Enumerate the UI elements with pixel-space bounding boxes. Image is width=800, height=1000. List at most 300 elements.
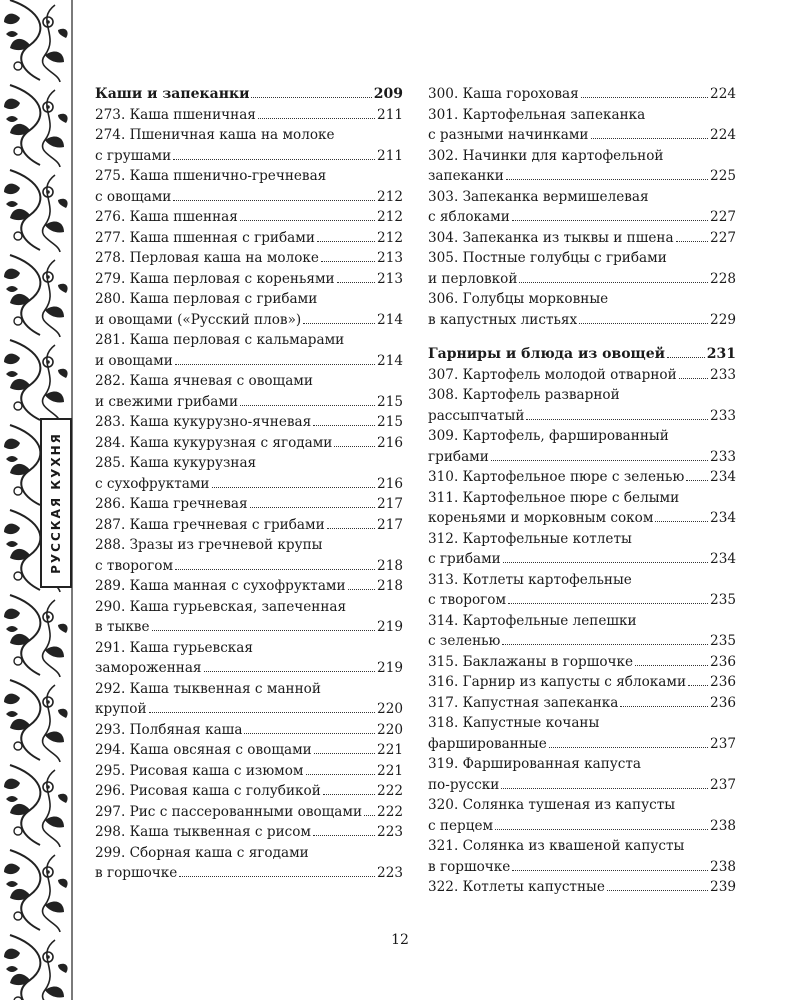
toc-entry-title: 274. Пшеничная каша на молоке xyxy=(95,127,335,143)
toc-entry-line xyxy=(428,570,736,591)
toc-entry-line xyxy=(428,105,736,126)
toc-entry-title: грибами xyxy=(428,448,489,465)
toc-entry-line xyxy=(95,843,403,864)
toc-entry-line xyxy=(428,84,736,105)
toc-page-number: 228 xyxy=(710,270,736,287)
toc-entry xyxy=(95,597,403,638)
toc-entry-title: 298. Каша тыквенная с рисом xyxy=(95,824,311,840)
toc-entry xyxy=(95,802,403,823)
toc-entry-line xyxy=(428,125,736,146)
toc-page-number: 233 xyxy=(710,366,736,383)
toc-page-number: 216 xyxy=(377,434,403,451)
toc-entry xyxy=(428,652,736,673)
toc-entry-line xyxy=(95,658,403,679)
toc-entry-title: 311. Картофельное пюре с белыми xyxy=(428,489,680,506)
toc-entry-line xyxy=(428,713,736,734)
toc-entry-line xyxy=(428,631,736,652)
toc-page-number: 227 xyxy=(710,209,736,225)
toc-entry xyxy=(428,713,736,754)
toc-entry-title: 277. Каша пшенная с грибами xyxy=(95,229,315,246)
toc-entry-line xyxy=(428,611,736,632)
toc-entry-line xyxy=(95,146,403,167)
toc-page-number: 212 xyxy=(377,209,403,225)
toc-entry xyxy=(95,843,403,884)
page-number: 12 xyxy=(391,932,409,948)
toc-entry-title: по-русски xyxy=(428,776,500,793)
toc-entry-line xyxy=(428,734,736,755)
toc-page-number: 235 xyxy=(710,633,736,649)
toc-entry-line xyxy=(95,863,403,884)
toc-entry-title: 284. Каша кукурузная с ягодами xyxy=(95,434,333,451)
toc-entry xyxy=(428,611,736,652)
toc-entry xyxy=(95,289,403,330)
toc-entry-title: в тыкве xyxy=(95,619,150,635)
toc-entry-line xyxy=(428,488,736,509)
toc-entry-title: 288. Зразы из гречневой крупы xyxy=(95,537,323,553)
toc-page-number: 211 xyxy=(377,106,403,123)
toc-entry-title: в капустных листьях xyxy=(428,311,578,328)
toc-entry-line xyxy=(95,535,403,556)
toc-entry-line xyxy=(95,556,403,577)
toc-entry-line xyxy=(95,228,403,249)
toc-page-number: 239 xyxy=(710,879,736,895)
toc-page-number: 221 xyxy=(377,762,403,779)
dot-leader xyxy=(175,364,375,365)
toc-entry-line xyxy=(428,652,736,673)
toc-entry-title: 305. Постные голубцы с грибами xyxy=(428,250,667,266)
dot-leader xyxy=(579,323,708,324)
toc-entry-line xyxy=(95,166,403,187)
toc-right-column xyxy=(428,84,736,898)
toc-entry-title: 291. Каша гурьевская xyxy=(95,639,253,656)
toc-entry-line xyxy=(428,365,736,386)
toc-page-number: 233 xyxy=(710,407,736,424)
toc-page-number: 227 xyxy=(710,229,736,246)
toc-page-number: 225 xyxy=(710,168,736,184)
toc-entry xyxy=(95,515,403,536)
toc-entry-title: 287. Каша гречневая с грибами xyxy=(95,516,325,533)
toc-entry-title: 279. Каша перловая с кореньями xyxy=(95,270,335,287)
toc-entry-title: с яблоками xyxy=(428,209,510,225)
toc-page-number: 234 xyxy=(710,469,736,485)
section-tab-label: РУССКАЯ КУХНЯ xyxy=(49,432,63,574)
toc-page-number: 234 xyxy=(710,551,736,567)
toc-entry xyxy=(95,248,403,269)
dot-leader xyxy=(686,480,708,481)
toc-entry-line xyxy=(428,310,736,331)
dot-leader xyxy=(306,774,376,775)
toc-entry-title: замороженная xyxy=(95,660,202,676)
toc-entry-line xyxy=(95,802,403,823)
ornamental-border xyxy=(0,0,74,1000)
toc-entry-title: 321. Солянка из квашеной капусты xyxy=(428,838,685,854)
toc-entry xyxy=(95,679,403,720)
toc-page-number: 213 xyxy=(377,270,403,287)
toc-entry-title: и свежими грибами xyxy=(95,393,239,410)
toc-page-number: 215 xyxy=(377,414,403,430)
dot-leader xyxy=(688,685,708,686)
toc-entry-line xyxy=(428,816,736,837)
toc-entry-title: 293. Полбяная каша xyxy=(95,721,243,738)
toc-entry-title: с разными начинками xyxy=(428,127,589,143)
toc-entry xyxy=(428,836,736,877)
dot-leader xyxy=(364,815,375,816)
toc-entry-title: 300. Каша гороховая xyxy=(428,86,579,102)
toc-entry xyxy=(95,638,403,679)
toc-entry-line xyxy=(428,289,736,310)
toc-entry xyxy=(428,146,736,187)
toc-entry xyxy=(428,84,736,105)
toc-entry-line xyxy=(428,166,736,187)
toc-entry-line xyxy=(428,754,736,775)
dot-leader xyxy=(503,562,708,563)
dot-leader xyxy=(149,712,376,713)
dot-leader xyxy=(506,179,708,180)
toc-entry-title: 285. Каша кукурузная xyxy=(95,455,257,471)
toc-entry-line xyxy=(95,494,403,515)
toc-entry-title: 275. Каша пшенично-гречневая xyxy=(95,168,327,184)
toc-page-number: 238 xyxy=(710,858,736,875)
dot-leader xyxy=(512,220,708,221)
toc-entry-title: 286. Каша гречневая xyxy=(95,496,248,512)
toc-entry-line xyxy=(428,508,736,529)
toc-entry xyxy=(95,330,403,371)
dot-leader xyxy=(327,528,375,529)
dot-leader xyxy=(314,753,375,754)
toc-page-number: 215 xyxy=(377,393,403,410)
toc-entry xyxy=(428,365,736,386)
toc-entry xyxy=(428,228,736,249)
toc-entry-line xyxy=(428,248,736,269)
dot-leader xyxy=(175,569,375,570)
toc-entry xyxy=(95,371,403,412)
toc-entry xyxy=(428,529,736,570)
toc-page-number: 212 xyxy=(377,188,403,205)
toc-page-number: 223 xyxy=(377,865,403,881)
toc-entry-line xyxy=(95,433,403,454)
dot-leader xyxy=(250,507,375,508)
toc-entry-line xyxy=(95,392,403,413)
toc-entry-line xyxy=(428,693,736,714)
toc-entry-title: 297. Рис с пассерованными овощами xyxy=(95,803,363,820)
dot-leader xyxy=(508,603,708,604)
toc-page-number: 237 xyxy=(710,776,736,793)
toc-entry-line xyxy=(428,344,736,365)
toc-entry xyxy=(428,877,736,898)
toc-entry-line xyxy=(95,474,403,495)
toc-entry-title: 310. Картофельное пюре с зеленью xyxy=(428,469,685,485)
dot-leader xyxy=(495,829,708,830)
toc-entry-line xyxy=(95,248,403,269)
dot-leader xyxy=(676,241,708,242)
toc-entry-title: 314. Картофельные лепешки xyxy=(428,612,637,629)
toc-entry-line xyxy=(428,672,736,693)
toc-page-number: 218 xyxy=(377,578,403,594)
dot-leader xyxy=(240,405,375,406)
toc-entry-title: крупой xyxy=(95,701,147,717)
toc-page-number: 235 xyxy=(710,592,736,608)
toc-entry-line xyxy=(428,467,736,488)
toc-entry-line xyxy=(95,453,403,474)
dot-leader xyxy=(526,419,708,420)
dot-leader xyxy=(635,665,708,666)
dot-leader xyxy=(655,521,708,522)
toc-entry xyxy=(95,433,403,454)
toc-entry xyxy=(95,761,403,782)
toc-section-heading xyxy=(428,344,736,365)
toc-entry-title: 292. Каша тыквенная с манной xyxy=(95,680,321,697)
dot-leader xyxy=(258,118,375,119)
toc-page-number: 213 xyxy=(377,250,403,266)
toc-page-number: 224 xyxy=(710,127,736,143)
toc-entry-title: 319. Фаршированная капуста xyxy=(428,756,642,772)
toc-entry-title: 301. Картофельная запеканка xyxy=(428,106,646,123)
toc-page-number: 234 xyxy=(710,510,736,526)
toc-page-number: 222 xyxy=(377,783,403,799)
toc-entry xyxy=(428,672,736,693)
toc-entry xyxy=(428,570,736,611)
toc-entry-line xyxy=(428,447,736,468)
toc-entry xyxy=(95,412,403,433)
toc-entry-title: 313. Котлеты картофельные xyxy=(428,571,632,588)
toc-entry xyxy=(428,693,736,714)
toc-entry xyxy=(95,125,403,166)
dot-leader xyxy=(679,378,708,379)
toc-entry-line xyxy=(428,406,736,427)
toc-page-number: 238 xyxy=(710,817,736,834)
toc-entry xyxy=(95,269,403,290)
toc-entry-line xyxy=(95,515,403,536)
toc-entry-line xyxy=(95,207,403,228)
toc-left-column xyxy=(95,84,403,884)
dot-leader xyxy=(348,589,375,590)
toc-page-number: 236 xyxy=(710,694,736,711)
toc-entry-line xyxy=(428,228,736,249)
section-tab xyxy=(40,418,72,588)
dot-leader xyxy=(173,159,375,160)
toc-entry-line xyxy=(95,84,403,105)
toc-entry xyxy=(428,426,736,467)
toc-entry-line xyxy=(95,617,403,638)
toc-entry-title: в горшочке xyxy=(428,858,511,875)
dot-leader xyxy=(519,282,708,283)
toc-entry xyxy=(428,248,736,289)
toc-page-number: 223 xyxy=(377,824,403,840)
dot-leader xyxy=(179,876,375,877)
toc-entry-line xyxy=(428,426,736,447)
dot-leader xyxy=(491,460,708,461)
toc-entry-title: с сухофруктами xyxy=(95,475,210,492)
toc-entry xyxy=(428,385,736,426)
toc-entry-title: 304. Запеканка из тыквы и пшена xyxy=(428,229,674,246)
toc-entry-title: 276. Каша пшенная xyxy=(95,209,238,225)
toc-entry-line xyxy=(95,576,403,597)
dot-leader xyxy=(607,890,708,891)
dot-leader xyxy=(323,794,375,795)
toc-entry-title: и овощами («Русский плов») xyxy=(95,311,302,328)
toc-entry-line xyxy=(95,289,403,310)
toc-entry-title: в горшочке xyxy=(95,865,178,881)
toc-entry-title: рассыпчатый xyxy=(428,407,525,424)
toc-entry-title: с творогом xyxy=(428,592,507,608)
toc-entry-line xyxy=(95,269,403,290)
toc-entry-title: 273. Каша пшеничная xyxy=(95,106,256,123)
toc-entry-title: 294. Каша овсяная с овощами xyxy=(95,742,312,758)
dot-leader xyxy=(334,446,375,447)
dot-leader xyxy=(549,747,708,748)
dot-leader xyxy=(152,630,376,631)
toc-page-number: 220 xyxy=(377,721,403,738)
toc-entry-title: 289. Каша манная с сухофруктами xyxy=(95,578,346,594)
toc-section-heading xyxy=(95,84,403,105)
toc-entry-title: и овощами xyxy=(95,352,173,369)
dot-leader xyxy=(502,644,708,645)
toc-page-number: 211 xyxy=(377,147,403,164)
dot-leader xyxy=(313,835,375,836)
toc-page-number: 229 xyxy=(710,311,736,328)
toc-entry-line xyxy=(95,781,403,802)
dot-leader xyxy=(591,138,709,139)
toc-entry-title: 315. Баклажаны в горшочке xyxy=(428,653,634,670)
dot-leader xyxy=(667,357,705,358)
toc-entry xyxy=(95,740,403,761)
toc-page-number: 237 xyxy=(710,735,736,752)
toc-entry-title: кореньями и морковным соком xyxy=(428,510,654,526)
toc-page-number: 217 xyxy=(377,516,403,533)
toc-page-number: 218 xyxy=(377,557,403,574)
toc-entry-line xyxy=(95,597,403,618)
toc-entry-title: 308. Картофель разварной xyxy=(428,387,620,403)
toc-entry-line xyxy=(95,822,403,843)
toc-entry-title: 306. Голубцы морковные xyxy=(428,291,609,307)
toc-entry xyxy=(95,720,403,741)
toc-entry-title: с перцем xyxy=(428,817,494,834)
toc-entry-title: с овощами xyxy=(95,188,172,205)
toc-entry-line xyxy=(428,146,736,167)
toc-entry-line xyxy=(95,187,403,208)
toc-entry-title: 320. Солянка тушеная из капусты xyxy=(428,797,676,813)
toc-entry xyxy=(95,228,403,249)
toc-entry xyxy=(428,289,736,330)
toc-entry-line xyxy=(428,775,736,796)
dot-leader xyxy=(581,97,708,98)
toc-entry-line xyxy=(428,269,736,290)
toc-entry-line xyxy=(428,187,736,208)
dot-leader xyxy=(251,97,371,98)
dot-leader xyxy=(303,323,375,324)
toc-entry-title: 281. Каша перловая с кальмарами xyxy=(95,332,345,348)
toc-entry-line xyxy=(95,330,403,351)
toc-entry-line xyxy=(95,699,403,720)
toc-entry-title: 312. Картофельные котлеты xyxy=(428,530,632,547)
toc-page-number: 217 xyxy=(377,496,403,512)
toc-entry xyxy=(95,535,403,576)
toc-entry-line xyxy=(428,549,736,570)
toc-page-number: 222 xyxy=(377,803,403,820)
toc-page-number: 212 xyxy=(377,229,403,246)
toc-entry-title: Каши и запеканки xyxy=(95,86,250,102)
toc-entry xyxy=(95,166,403,207)
toc-entry-title: Гарниры и блюда из овощей xyxy=(428,346,665,362)
dot-leader xyxy=(173,200,375,201)
toc-entry xyxy=(428,488,736,529)
toc-entry-title: 295. Рисовая каша с изюмом xyxy=(95,762,304,779)
toc-page-number: 233 xyxy=(710,448,736,465)
toc-entry xyxy=(95,781,403,802)
dot-leader xyxy=(501,788,708,789)
toc-entry-line xyxy=(95,638,403,659)
toc-page-number: 214 xyxy=(377,352,403,369)
toc-page-number: 216 xyxy=(377,475,403,492)
toc-page-number: 209 xyxy=(373,86,403,102)
toc-page-number: 236 xyxy=(710,674,736,690)
toc-entry-title: 282. Каша ячневая с овощами xyxy=(95,373,313,389)
dot-leader xyxy=(321,261,375,262)
toc-entry-title: 303. Запеканка вермишелевая xyxy=(428,188,649,205)
toc-entry-line xyxy=(95,761,403,782)
dot-leader xyxy=(212,487,376,488)
dot-leader xyxy=(240,220,375,221)
dot-leader xyxy=(204,671,376,672)
toc-entry-title: с творогом xyxy=(95,557,174,574)
dot-leader xyxy=(512,870,708,871)
toc-entry-title: фаршированные xyxy=(428,735,547,752)
toc-entry-line xyxy=(428,590,736,611)
toc-entry xyxy=(428,754,736,795)
toc-entry-title: 318. Капустные кочаны xyxy=(428,715,600,731)
toc-entry xyxy=(428,467,736,488)
toc-entry-line xyxy=(95,105,403,126)
toc-entry-title: с грушами xyxy=(95,147,172,164)
toc-entry-title: 302. Начинки для картофельной xyxy=(428,147,664,164)
toc-entry-title: 317. Капустная запеканка xyxy=(428,694,619,711)
toc-entry-title: 283. Каша кукурузно-ячневая xyxy=(95,414,312,430)
toc-page-number: 224 xyxy=(710,86,736,102)
toc-entry xyxy=(428,105,736,146)
toc-entry-line xyxy=(95,310,403,331)
toc-page-number: 236 xyxy=(710,653,736,670)
toc-entry-line xyxy=(95,125,403,146)
dot-leader xyxy=(620,706,708,707)
toc-entry-title: 299. Сборная каша с ягодами xyxy=(95,844,309,861)
dot-leader xyxy=(313,425,375,426)
toc-page-number: 231 xyxy=(706,346,736,362)
toc-entry xyxy=(428,795,736,836)
toc-entry-line xyxy=(95,679,403,700)
toc-entry-title: 322. Котлеты капустные xyxy=(428,879,605,895)
toc-entry xyxy=(95,453,403,494)
toc-entry-line xyxy=(428,385,736,406)
toc-entry-line xyxy=(95,720,403,741)
toc-entry-line xyxy=(428,207,736,228)
toc-entry xyxy=(95,576,403,597)
toc-entry-line xyxy=(428,877,736,898)
toc-entry xyxy=(428,187,736,228)
toc-entry-title: 316. Гарнир из капусты с яблоками xyxy=(428,674,687,690)
toc-entry-title: 280. Каша перловая с грибами xyxy=(95,291,318,307)
toc-entry-line xyxy=(428,795,736,816)
toc-entry-title: запеканки xyxy=(428,168,504,184)
toc-entry-title: 309. Картофель, фаршированный xyxy=(428,428,669,444)
dot-leader xyxy=(337,282,375,283)
toc-entry xyxy=(95,494,403,515)
toc-entry xyxy=(95,105,403,126)
toc-entry-title: 290. Каша гурьевская, запеченная xyxy=(95,598,347,615)
toc-entry-line xyxy=(428,529,736,550)
toc-page-number: 220 xyxy=(377,701,403,717)
toc-entry-title: с зеленью xyxy=(428,633,501,649)
toc-entry-line xyxy=(428,857,736,878)
